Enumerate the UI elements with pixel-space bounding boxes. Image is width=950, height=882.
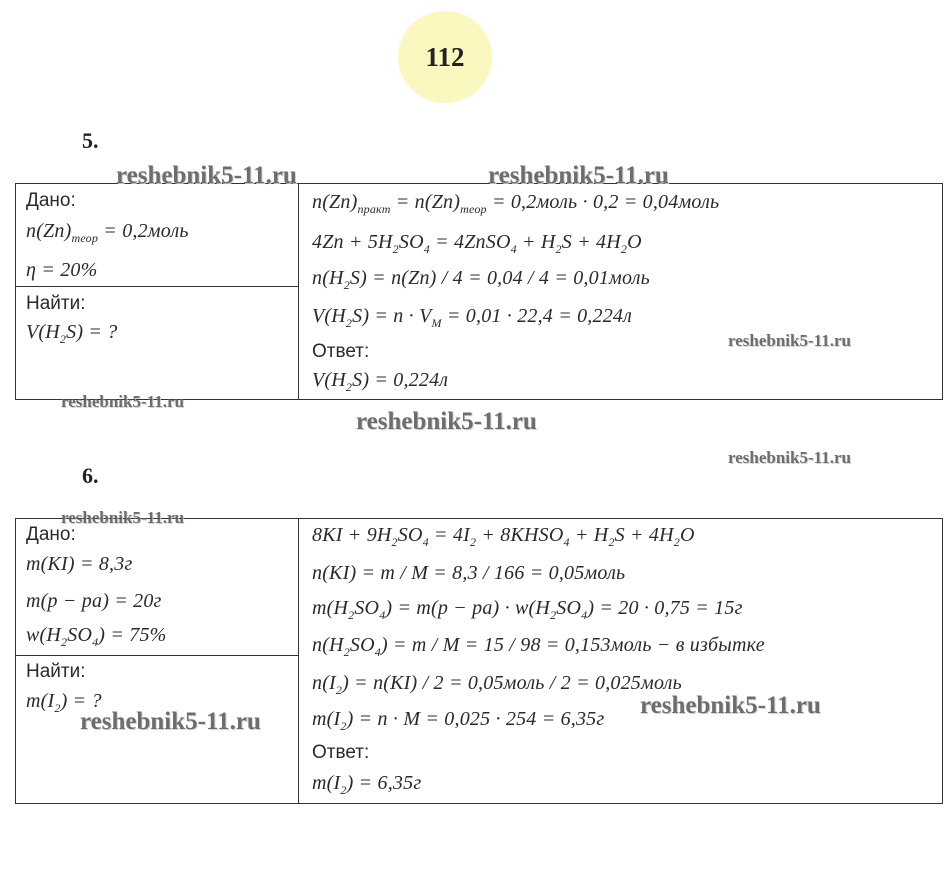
task-5-solution-line: $V(H_2S) = n \cdot V_M = 0,01 \cdot 22,4 = 0,224л$ [312,305,633,330]
task-6-solution-line: n(KI) = m / M = 8,3 / 166 = 0,05моль [312,562,626,584]
watermark: reshebnik5-11.ru [61,392,184,411]
watermark: reshebnik5-11.ru [728,331,851,350]
page-number-badge [398,11,492,103]
task-5-solution-line: $n(Zn)_{практ} = n(Zn)_{теор}$ = 0,2моль · 0,2 = 0,04моль [312,191,720,216]
task-6-answer-label: Ответ: [312,742,370,763]
task-5-solution-line: $n(H_2S) = n(Zn) / 4 = 0,04 / 4$ = 0,01моль [312,267,650,292]
task-6-number: 6. [82,463,99,488]
task-5-table [15,183,943,400]
watermark: reshebnik5-11.ru [728,448,851,467]
watermark: reshebnik5-11.ru [61,508,184,527]
task-6-given-item: $w(H_2SO_4) = 75\%$ [26,624,167,649]
task-6-table [15,518,943,804]
task-6-given-find-divider [16,655,299,656]
watermark: reshebnik5-11.ru [80,708,261,735]
task-5-find-value: $V(H_2S)$ = ? [26,321,118,346]
page-number: 112 [425,41,465,72]
task-5-answer: $V(H_2S) = 0,224л$ [312,369,449,394]
task-6-solution-line: $n(I_2) = n(KI) / 2$ = 0,05моль / 2 = 0,025моль [312,672,682,697]
task-5-find-label: Найти: [26,293,86,314]
task-5-solution-line: $4Zn + 5H_2SO_4$ = 4ZnSO$_4$ + $H_2S + 4H_2O$ [312,231,642,256]
watermark: reshebnik5-11.ru [640,692,821,719]
task-6-solution-line: $m(H_2SO_4) = m(р - ра) \cdot w(H_2SO_4) = 20 \cdot 0,75 = 15г$ [312,597,743,622]
task-5-given-label: Дано: [26,190,76,211]
task-6-given-item: m(KI) = 8,3г [26,553,133,575]
task-5-answer-label: Ответ: [312,341,370,362]
watermark: reshebnik5-11.ru [488,162,669,189]
task-6-given-item: m(р − ра) = 20г [26,590,162,612]
task-6-find-label: Найти: [26,661,86,682]
task-6-solution-line: $m(I_2) = n \cdot M = 0,025 \cdot 254 = 6,35г$ [312,708,605,733]
task-5-given-item: $n(Zn)_{теор}$ = 0,2моль [26,220,189,245]
watermark: reshebnik5-11.ru [116,162,297,189]
task-6-given-label: Дано: [26,524,76,545]
watermark: reshebnik5-11.ru [356,408,537,435]
task-6-solution-line: $n(H_2SO_4) = m / M = 15 / 98$ = 0,153моль − в избытке [312,634,765,659]
task-6-solution-line: $8KI + 9H_2SO_4 = 4I_2$ + $8KHSO_4 + H_2S + 4H_2O$ [312,524,695,549]
task-6-answer: $m(I_2) = 6,35г$ [312,772,422,797]
task-5-given-item: η = 20% [26,259,98,281]
task-5-given-find-divider [16,286,299,287]
task-6-find-value: $m(I_2)$ = ? [26,690,102,715]
task-5-number: 5. [82,128,99,153]
